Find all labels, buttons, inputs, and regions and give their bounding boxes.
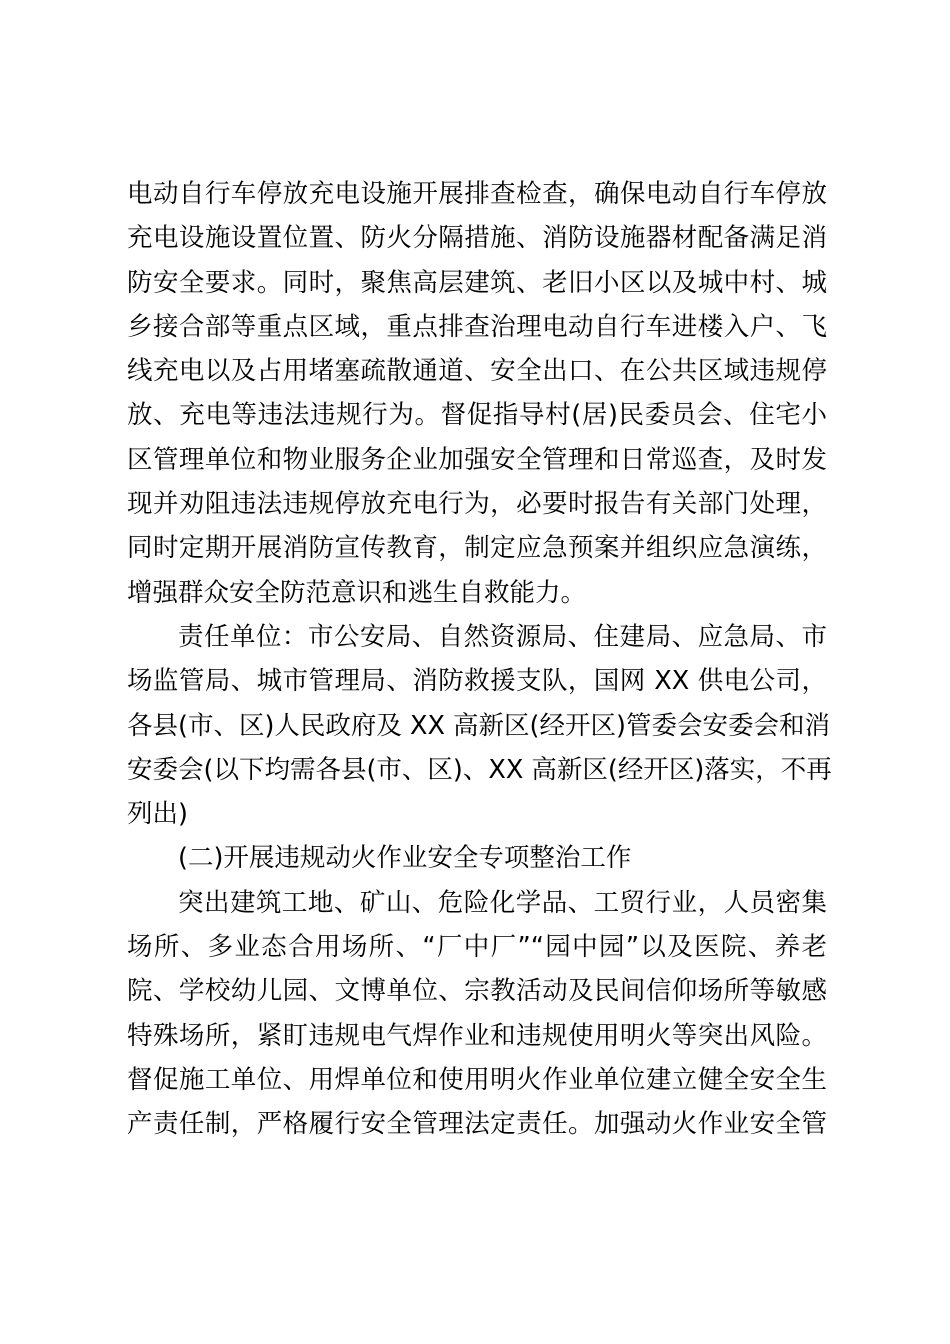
text-line: 充电设施设置位置、防火分隔措施、消防设施器材配备满足消 (127, 223, 827, 254)
text-line: 电动自行车停放充电设施开展排查检查，确保电动自行车停放 (127, 179, 827, 209)
text-line: 同时定期开展消防宣传教育，制定应急预案并组织应急演练， (127, 533, 827, 564)
text-line: 各县(市、区)人民政府及 XX 高新区(经开区)管委会安委会和消 (127, 710, 830, 741)
text-line: 增强群众安全防范意识和逃生自救能力。 (127, 577, 587, 608)
text-line: 线充电以及占用堵塞疏散通道、安全出口、在公共区域违规停 (127, 356, 827, 387)
text-line: 安委会(以下均需各县(市、区)、XX 高新区(经开区)落实，不再 (127, 754, 832, 785)
text-line: 场所、多业态合用场所、“厂中厂”“园中园”以及医院、养老 (127, 932, 827, 963)
paragraph-electric-bike-charging (127, 172, 827, 615)
paragraph-responsible-units (127, 615, 832, 836)
text-line: 院、学校幼儿园、文博单位、宗教活动及民间信仰场所等敏感 (127, 976, 827, 1007)
section-heading-text: (二)开展违规动火作业安全专项整治工作 (178, 843, 632, 874)
text-line: 特殊场所，紧盯违规电气焊作业和违规使用明火等突出风险。 (127, 1020, 827, 1051)
text-line: 突出建筑工地、矿山、危险化学品、工贸行业，人员密集 (178, 887, 827, 918)
paragraph-hot-work-rectification (127, 881, 827, 1147)
text-line: 放、充电等违法违规行为。督促指导村(居)民委员会、住宅小 (127, 400, 827, 431)
text-line: 场监管局、城市管理局、消防救援支队，国网 XX 供电公司， (127, 666, 827, 697)
text-line: 现并劝阻违法违规停放充电行为，必要时报告有关部门处理， (127, 489, 827, 520)
document-body (127, 172, 832, 1147)
text-line: 督促施工单位、用焊单位和使用明火作业单位建立健全安全生 (127, 1064, 827, 1095)
text-line: 责任单位：市公安局、自然资源局、住建局、应急局、市 (178, 621, 827, 652)
section-heading (127, 836, 827, 880)
text-line: 乡接合部等重点区域，重点排查治理电动自行车进楼入户、飞 (127, 311, 827, 342)
text-line: 区管理单位和物业服务企业加强安全管理和日常巡查，及时发 (127, 444, 827, 475)
text-line: 产责任制，严格履行安全管理法定责任。加强动火作业安全管 (127, 1109, 827, 1140)
text-line: 防安全要求。同时，聚焦高层建筑、老旧小区以及城中村、城 (127, 267, 827, 298)
text-line: 列出) (127, 799, 188, 830)
